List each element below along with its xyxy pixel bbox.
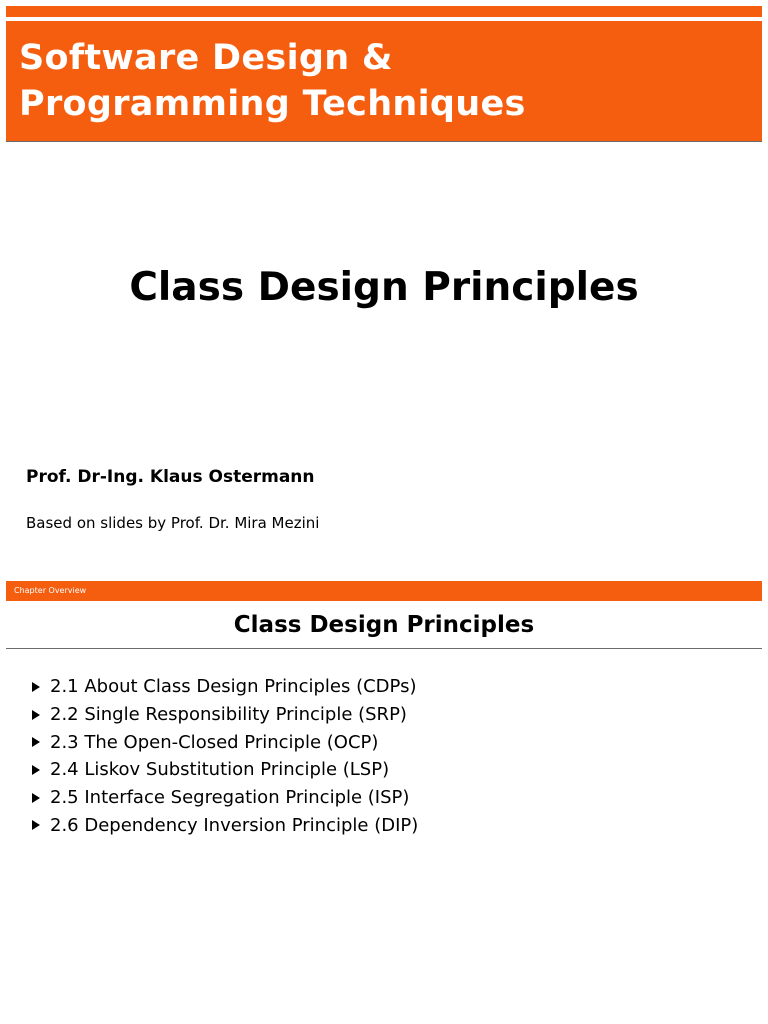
overview-list <box>32 673 418 839</box>
course-title-line-1: Software Design & <box>19 38 393 78</box>
slide-credit: Based on slides by Prof. Dr. Mira Mezini <box>26 514 320 532</box>
list-item-text: 2.5 Interface Segregation Principle (ISP) <box>50 787 410 809</box>
lecture-title: Class Design Principles <box>129 265 639 310</box>
course-title <box>19 35 526 127</box>
title-divider <box>6 648 762 649</box>
section-bar <box>6 581 762 601</box>
author-name: Prof. Dr-Ing. Klaus Ostermann <box>26 467 315 487</box>
list-item-text: 2.3 The Open-Closed Principle (OCP) <box>50 731 379 753</box>
title-banner <box>6 21 762 142</box>
triangle-right-icon <box>32 682 40 692</box>
list-item-text: 2.2 Single Responsibility Principle (SRP) <box>50 704 407 726</box>
list-item-text: 2.1 About Class Design Principles (CDPs) <box>50 676 417 698</box>
section-label: Chapter Overview <box>14 586 87 595</box>
list-item <box>32 728 418 756</box>
overview-title: Class Design Principles <box>233 612 535 638</box>
list-item <box>32 673 418 701</box>
triangle-right-icon <box>32 710 40 720</box>
triangle-right-icon <box>32 793 40 803</box>
list-item <box>32 784 418 812</box>
list-item-text: 2.4 Liskov Substitution Principle (LSP) <box>50 759 390 781</box>
list-item <box>32 701 418 729</box>
course-title-line-2: Programming Techniques <box>19 84 526 124</box>
triangle-right-icon <box>32 737 40 747</box>
triangle-right-icon <box>32 820 40 830</box>
list-item <box>32 756 418 784</box>
list-item <box>32 811 418 839</box>
list-item-text: 2.6 Dependency Inversion Principle (DIP) <box>50 814 419 836</box>
triangle-right-icon <box>32 765 40 775</box>
header-top-stripe <box>6 6 762 17</box>
